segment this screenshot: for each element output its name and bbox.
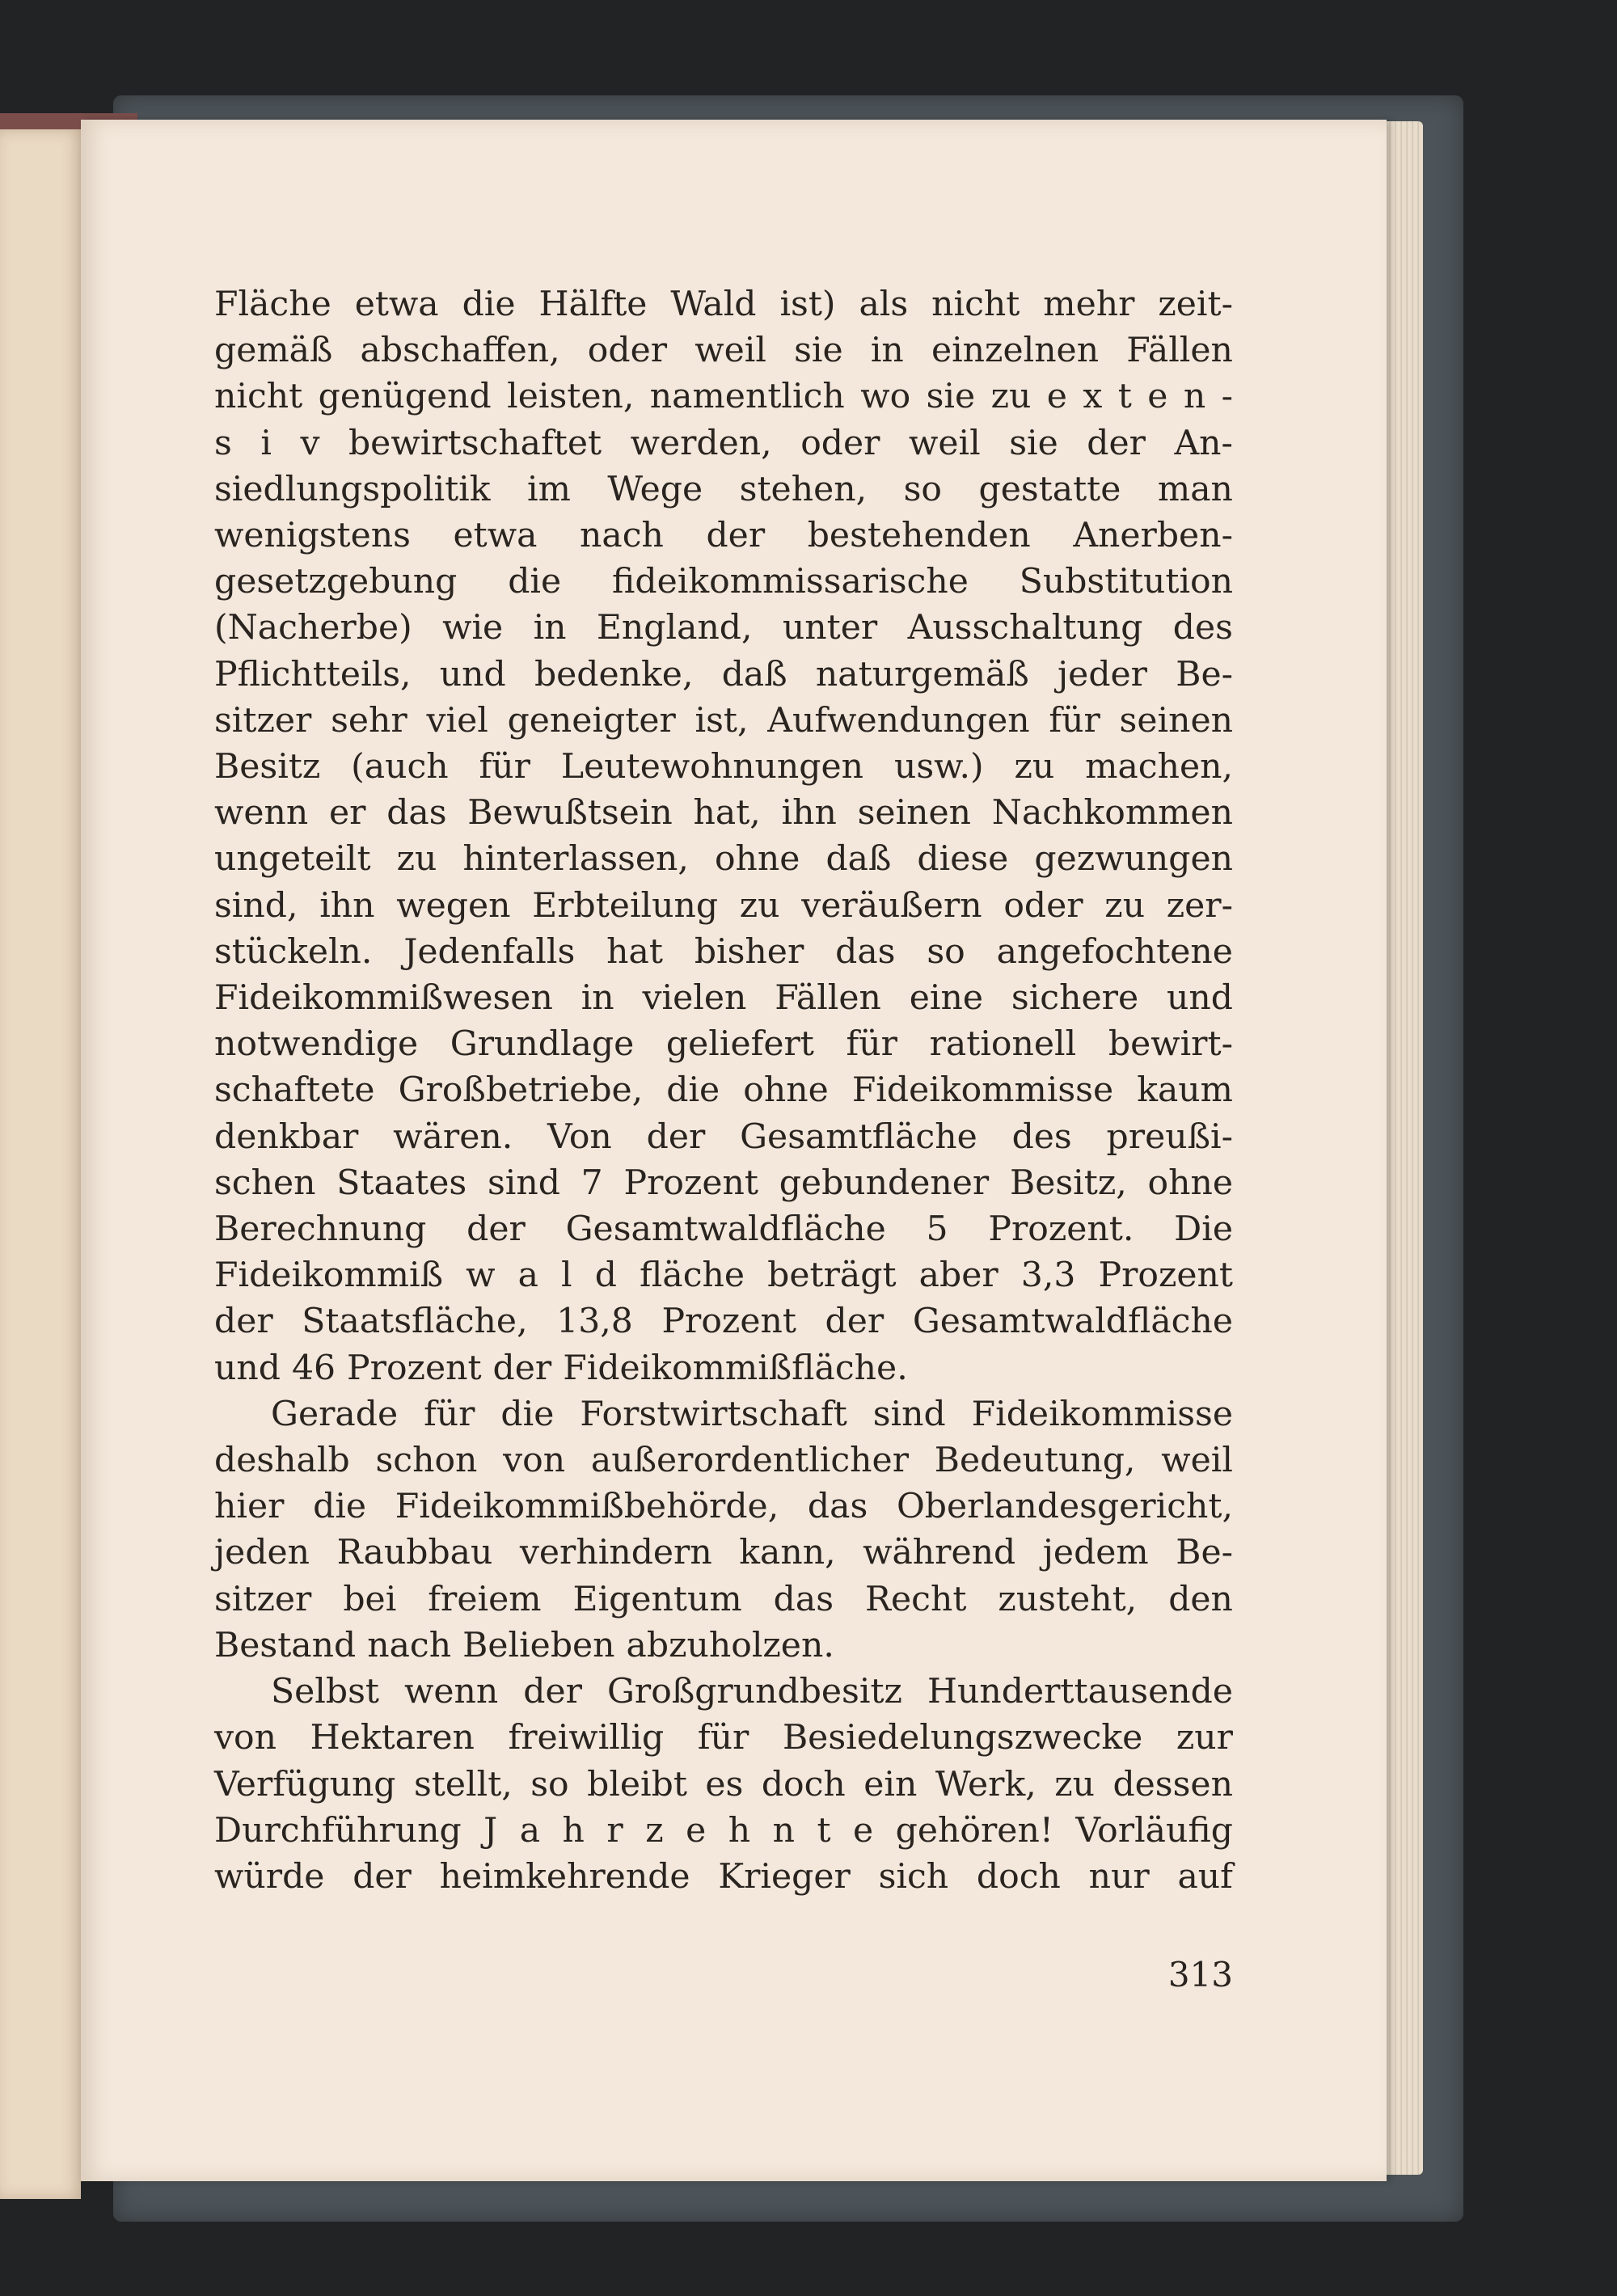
word: in	[870, 331, 904, 371]
word: Anerben-	[1073, 516, 1233, 556]
word: beträgt	[767, 1256, 897, 1296]
word: Gesamtwaldfläche	[565, 1209, 886, 1250]
word: Wege	[607, 469, 703, 509]
word: genügend	[318, 377, 492, 417]
word: den	[1168, 1579, 1233, 1619]
word: siedlungspolitik	[214, 469, 491, 509]
word: sichere	[1011, 978, 1139, 1019]
word: fläche	[640, 1256, 745, 1296]
word: x	[1083, 377, 1103, 417]
word: Werk,	[935, 1764, 1036, 1804]
word: zu	[739, 885, 780, 926]
word: Großgrundbesitz	[606, 1672, 902, 1712]
word: ungeteilt	[214, 839, 371, 880]
word: der	[214, 1302, 273, 1342]
word: hinterlassen,	[462, 839, 689, 880]
word: für	[424, 1394, 475, 1434]
word: der	[1087, 423, 1146, 463]
word: man	[1157, 469, 1233, 509]
word: viel	[426, 700, 488, 741]
word: von	[214, 1718, 277, 1758]
word: e	[1046, 377, 1067, 417]
word: der	[646, 1116, 706, 1157]
word: Von	[547, 1116, 612, 1157]
word: einzelnen	[931, 331, 1100, 371]
word: jeden	[214, 1533, 310, 1573]
word: sitzer	[214, 1579, 312, 1619]
word: von	[503, 1441, 566, 1481]
word: für	[479, 747, 530, 787]
word: zu	[396, 839, 437, 880]
word: Bedeutung,	[934, 1441, 1136, 1481]
word: Aufwendungen	[767, 700, 1030, 741]
word: geneigter	[507, 700, 676, 741]
word: Ausschaltung	[907, 608, 1143, 648]
word: doch	[761, 1764, 846, 1804]
word: ihn	[319, 885, 375, 926]
word: der	[825, 1302, 884, 1342]
word: freiwillig	[508, 1718, 665, 1758]
word: namentlich	[649, 377, 845, 417]
word: ein	[863, 1764, 918, 1804]
text-line	[214, 1206, 1233, 1252]
word: geliefert	[665, 1024, 814, 1065]
word: ist,	[695, 700, 749, 741]
text-line	[214, 929, 1233, 975]
word: angefochtene	[996, 931, 1233, 972]
text-line	[214, 1669, 1233, 1715]
word: Belieben	[462, 1625, 615, 1665]
word: Durchführung	[214, 1810, 462, 1851]
word: Raubbau	[336, 1533, 493, 1573]
word: Fläche	[214, 285, 331, 324]
word: das	[807, 1487, 868, 1527]
word: Forstwirtschaft	[580, 1394, 847, 1434]
word: bestehenden	[807, 516, 1031, 556]
word: gezwungen	[1034, 839, 1233, 880]
text-line	[214, 1067, 1233, 1113]
word: w	[466, 1256, 496, 1296]
word: und	[1166, 978, 1233, 1019]
word: stellt,	[413, 1764, 513, 1804]
word: und	[214, 1348, 281, 1388]
word: wären.	[393, 1116, 513, 1157]
page-number: 313	[1167, 1955, 1233, 1994]
word: preußi-	[1106, 1116, 1233, 1157]
word: zu	[990, 377, 1032, 417]
text-line	[214, 1762, 1233, 1808]
word: sie	[794, 331, 843, 371]
word: notwendige	[214, 1024, 419, 1065]
text-line	[214, 698, 1233, 744]
word: sind	[872, 1394, 946, 1434]
word: weil	[908, 423, 981, 463]
word: i	[260, 423, 272, 463]
word: h	[562, 1810, 585, 1851]
word: n	[772, 1810, 795, 1851]
word: während	[863, 1533, 1016, 1573]
word: sehr	[331, 700, 407, 741]
word: verhindern	[519, 1533, 712, 1573]
word: sie	[1009, 423, 1058, 463]
word: jeder	[1057, 654, 1147, 694]
word: und	[439, 654, 506, 694]
word: seinen	[857, 793, 972, 834]
word: Fideikommisse	[971, 1394, 1233, 1434]
word: Gerade	[271, 1394, 399, 1434]
word: J	[483, 1810, 498, 1851]
left-page-edge	[0, 129, 81, 2199]
word: t	[817, 1810, 831, 1851]
word: das	[835, 931, 896, 972]
word: nach	[367, 1625, 452, 1665]
text-line	[214, 975, 1233, 1021]
word: rationell	[929, 1024, 1077, 1065]
word: Prozent	[661, 1302, 796, 1342]
word: sie	[926, 377, 976, 417]
word: Prozent	[1098, 1256, 1233, 1296]
word: daß	[721, 654, 787, 694]
word: im	[527, 469, 571, 509]
text-line	[214, 466, 1233, 513]
word: des	[1011, 1116, 1072, 1157]
word: Staates	[336, 1163, 467, 1203]
word: unter	[782, 608, 878, 648]
word: freiem	[428, 1579, 542, 1619]
word: machen,	[1085, 747, 1233, 787]
text-line	[214, 790, 1233, 836]
word: in	[533, 608, 567, 648]
word: hat	[606, 931, 663, 972]
word: Jedenfalls	[403, 931, 576, 972]
word: schon	[375, 1441, 478, 1481]
word: gebundener	[779, 1163, 990, 1203]
word: mehr	[1043, 285, 1135, 324]
word: Erbteilung	[532, 885, 719, 926]
word: Großbetriebe,	[398, 1070, 644, 1111]
word: er	[329, 793, 366, 834]
word: für	[1049, 700, 1100, 741]
word: Fideikommißwesen	[214, 978, 553, 1019]
word: zu	[1014, 747, 1055, 787]
word: zusteht,	[998, 1579, 1138, 1619]
word: heimkehrende	[439, 1856, 690, 1897]
text-line	[214, 1808, 1233, 1854]
text-line	[214, 281, 1233, 327]
word: Verfügung	[214, 1764, 396, 1804]
word: e	[853, 1810, 874, 1851]
word: werden,	[630, 423, 772, 463]
word: kaum	[1137, 1070, 1233, 1111]
word: eine	[909, 978, 984, 1019]
word: bewirt-	[1108, 1024, 1233, 1065]
word: 5	[926, 1209, 948, 1250]
word: ihn	[781, 793, 837, 834]
text-line	[214, 744, 1233, 790]
word: nicht	[931, 285, 1020, 324]
word: zeit-	[1158, 285, 1233, 324]
word: n	[1183, 377, 1206, 417]
word: wenigstens	[214, 516, 411, 556]
word: Besitz	[214, 747, 321, 787]
word: Leutewohnungen	[560, 747, 864, 787]
word: Wald	[670, 285, 757, 324]
word: Fideikommisse	[851, 1070, 1114, 1111]
word: sitzer	[214, 700, 312, 741]
word: wenn	[403, 1672, 499, 1712]
word: wenn	[214, 793, 309, 834]
word: 13,8	[556, 1302, 633, 1342]
word: (auch	[351, 747, 449, 787]
word: wie	[442, 608, 504, 648]
word: Substitution	[1019, 562, 1233, 602]
word: des	[1172, 608, 1233, 648]
word: e	[686, 1810, 707, 1851]
word: gestatte	[978, 469, 1121, 509]
word: Krieger	[718, 1856, 851, 1897]
word: zu	[1104, 885, 1146, 926]
word: Fideikommißbehörde,	[395, 1487, 779, 1527]
word: Fideikommiß	[214, 1256, 443, 1296]
word: Staatsfläche,	[302, 1302, 528, 1342]
word: stehen,	[739, 469, 868, 509]
word: Be-	[1176, 654, 1233, 694]
word: l	[561, 1256, 572, 1296]
word: 3,3	[1020, 1256, 1076, 1296]
text-line	[214, 1854, 1233, 1900]
word: nur	[1088, 1856, 1150, 1897]
word: der	[706, 516, 766, 556]
text-line	[214, 1715, 1233, 1761]
word: bewirtschaftet	[348, 423, 602, 463]
word: Recht	[865, 1579, 967, 1619]
word: leisten,	[507, 377, 635, 417]
word: es	[705, 1764, 744, 1804]
word: Selbst	[271, 1672, 379, 1712]
word: hat,	[693, 793, 761, 834]
text-line	[214, 1298, 1233, 1344]
text-line	[214, 1160, 1233, 1206]
word: die	[462, 285, 516, 324]
text-line	[214, 374, 1233, 420]
word: veräußern	[801, 885, 982, 926]
word: t	[1117, 377, 1132, 417]
word: bei	[343, 1579, 397, 1619]
text-line	[214, 1623, 1233, 1669]
text-line	[214, 327, 1233, 374]
word: seinen	[1119, 700, 1233, 741]
text-line	[214, 1114, 1233, 1160]
word: Bestand	[214, 1625, 357, 1665]
word: oder	[587, 331, 668, 371]
word: der	[467, 1209, 526, 1250]
text-line	[214, 1530, 1233, 1576]
word: ist)	[779, 285, 836, 324]
word: Vorläufig	[1075, 1810, 1233, 1851]
word: Gesamtfläche	[740, 1116, 977, 1157]
word: die	[666, 1070, 720, 1111]
word: würde	[214, 1856, 325, 1897]
word: 7	[581, 1163, 603, 1203]
word: d	[594, 1256, 617, 1296]
word: weil	[695, 331, 766, 371]
word: das	[773, 1579, 834, 1619]
word: sich	[878, 1856, 949, 1897]
word: Oberlandesgericht,	[896, 1487, 1233, 1527]
word: auf	[1177, 1856, 1233, 1897]
word: Nachkommen	[991, 793, 1233, 834]
word: 46	[291, 1348, 336, 1388]
word: stückeln.	[214, 931, 373, 972]
word: weil	[1161, 1441, 1233, 1481]
word: in	[581, 978, 614, 1019]
word: schen	[214, 1163, 316, 1203]
word: Bewußtsein	[467, 793, 673, 834]
word: England,	[596, 608, 753, 648]
word: gemäß	[214, 331, 333, 371]
word: An-	[1174, 423, 1233, 463]
text-line	[214, 1021, 1233, 1067]
word: etwa	[453, 516, 538, 556]
word: ohne	[743, 1070, 829, 1111]
word: a	[519, 1810, 541, 1851]
text-line	[214, 652, 1233, 698]
word: Fällen	[1126, 331, 1233, 371]
word: h	[728, 1810, 751, 1851]
text-line	[214, 1576, 1233, 1623]
word: z	[645, 1810, 664, 1851]
word: Prozent	[623, 1163, 758, 1203]
word: Die	[1174, 1209, 1233, 1250]
word: zur	[1176, 1718, 1233, 1758]
word: das	[386, 793, 447, 834]
word: der	[353, 1856, 412, 1897]
word: Gesamtwaldfläche	[912, 1302, 1233, 1342]
word: Fideikommißfläche.	[563, 1348, 908, 1388]
word: abschaffen,	[360, 331, 560, 371]
word: so	[903, 469, 943, 509]
word: Prozent	[347, 1348, 482, 1388]
word: zu	[1054, 1764, 1095, 1804]
word: Fällen	[775, 978, 881, 1019]
word: sind,	[214, 885, 298, 926]
word: wegen	[396, 885, 511, 926]
word: außerordentlicher	[590, 1441, 910, 1481]
word: schaftete	[214, 1070, 375, 1111]
word: Berechnung	[214, 1209, 427, 1250]
word: (Nacherbe)	[214, 608, 412, 648]
word: oder	[1003, 885, 1083, 926]
word: r	[606, 1810, 623, 1851]
word: nicht	[214, 377, 303, 417]
text-line	[214, 1484, 1233, 1530]
text-line	[214, 1252, 1233, 1298]
word: zer-	[1166, 885, 1233, 926]
word: kann,	[739, 1533, 836, 1573]
word: so	[530, 1764, 569, 1804]
text-line	[214, 1391, 1233, 1437]
word: bedenke,	[534, 654, 694, 694]
text-line	[214, 1345, 1233, 1391]
word: Prozent.	[988, 1209, 1134, 1250]
word: sind	[487, 1163, 560, 1203]
word: die	[313, 1487, 367, 1527]
word: bisher	[694, 931, 804, 972]
word: dessen	[1112, 1764, 1233, 1804]
word: -	[1221, 377, 1233, 417]
word: nach	[580, 516, 664, 556]
word: Pflichtteils,	[214, 654, 412, 694]
word: bleibt	[587, 1764, 687, 1804]
word: Eigentum	[572, 1579, 742, 1619]
text-line	[214, 883, 1233, 929]
word: Hektaren	[310, 1718, 475, 1758]
text-line	[214, 559, 1233, 605]
word: der	[492, 1348, 552, 1388]
text-line	[214, 420, 1233, 466]
word: für	[846, 1024, 897, 1065]
word: oder	[800, 423, 880, 463]
body-text	[214, 281, 1233, 1900]
word: fideikommissarische	[612, 562, 969, 602]
word: gehören!	[895, 1810, 1053, 1851]
word: Be-	[1176, 1533, 1233, 1573]
word: deshalb	[214, 1441, 350, 1481]
text-line	[214, 1437, 1233, 1484]
text-line	[214, 513, 1233, 559]
book-page	[81, 120, 1387, 2181]
word: Hunderttausende	[927, 1672, 1233, 1712]
word: so	[927, 931, 965, 972]
word: abzuholzen.	[626, 1625, 834, 1665]
word: der	[523, 1672, 582, 1712]
word: Besitz,	[1009, 1163, 1127, 1203]
word: e	[1147, 377, 1168, 417]
word: Grundlage	[450, 1024, 635, 1065]
word: aber	[918, 1256, 998, 1296]
word: usw.)	[893, 747, 984, 787]
word: Besiedelungszwecke	[782, 1718, 1143, 1758]
word: die	[500, 1394, 555, 1434]
word: s	[214, 423, 232, 463]
word: a	[517, 1256, 538, 1296]
word: doch	[976, 1856, 1061, 1897]
text-line	[214, 605, 1233, 651]
word: denkbar	[214, 1116, 359, 1157]
word: als	[859, 285, 909, 324]
word: etwa	[354, 285, 439, 324]
word: hier	[214, 1487, 285, 1527]
text-line	[214, 836, 1233, 882]
word: ohne	[1147, 1163, 1233, 1203]
word: ohne	[714, 839, 800, 880]
word: daß	[825, 839, 892, 880]
word: wo	[860, 377, 911, 417]
word: gesetzgebung	[214, 562, 458, 602]
word: jedem	[1042, 1533, 1149, 1573]
word: v	[300, 423, 320, 463]
word: für	[697, 1718, 749, 1758]
word: diese	[917, 839, 1009, 880]
word: naturgemäß	[815, 654, 1029, 694]
word: Hälfte	[538, 285, 648, 324]
word: vielen	[642, 978, 747, 1019]
word: die	[508, 562, 562, 602]
